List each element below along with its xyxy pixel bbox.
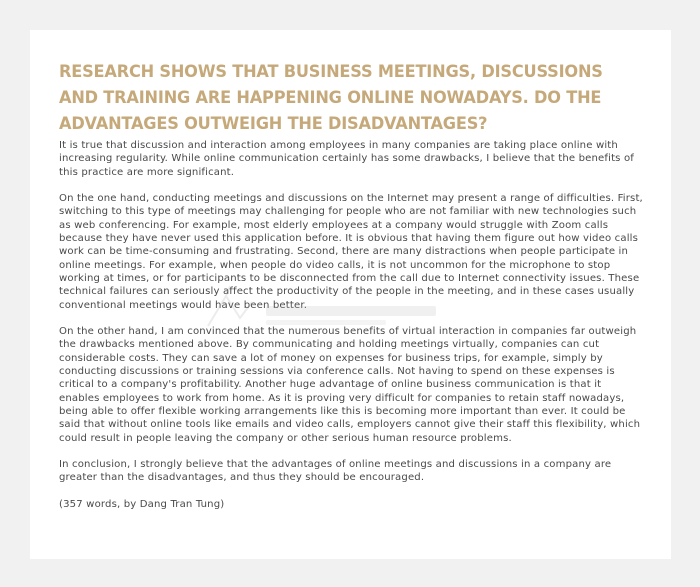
- essay-card: [30, 30, 671, 559]
- essay-paragraph-conclusion: In conclusion, I strongly believe that the advantages of online meetings and discussions in a company are greater than the disadvantages, and thus they should be encouraged.: [59, 459, 612, 484]
- word-count-note: (357 words, by Dang Tran Tung): [59, 499, 225, 511]
- essay-body: [59, 139, 643, 511]
- essay-paragraph-advantages: On the other hand, I am convinced that the numerous benefits of virtual interaction in companies far outweigh the drawbacks mentioned above. By communicating and holding meetings virtually, companies can cut considerable costs. They can save a lot of money on expenses for business trips, for example, simply by conducting discussions or training sessions via conference calls. Not having to spend on these expenses is critical to a company's profitability. Another huge advantage of online business communication is that it enables employees to work from home. As it is proving very difficult for companies to retain staff nowadays, being able to offer flexible working arrangements like this is becoming more important than ever. It could be said that without online tools like emails and video calls, employers cannot give their staff this flexibility, which could result in people leaving the company or other serious human resource problems.: [59, 326, 641, 444]
- essay-title: RESEARCH SHOWS THAT BUSINESS MEETINGS, DISCUSSIONS AND TRAINING ARE HAPPENING ONLINE NOWADAYS. DO THE ADVANTAGES OUTWEIGH THE DISADVANTAGES?: [59, 62, 603, 134]
- essay-paragraph-disadvantages: On the one hand, conducting meetings and discussions on the Internet may present a range of difficulties. First, switching to this type of meetings may challenging for people who are not familiar with new technologies such as web conferencing. For example, most elderly employees at a company would struggle with Zoom calls because they have never used this application before. It is obvious that having them figure out how video calls work can be time-consuming and frustrating. Second, there are many distractions when people participate in online meetings. For example, when people do video calls, it is not uncommon for the microphone to stop working at times, or for participants to be disconnected from the call due to Internet connectivity issues. These technical failures can seriously affect the productivity of the people in the meeting, and in these cases usually conventional meetings would have been better.: [59, 193, 643, 311]
- essay-paragraph-intro: It is true that discussion and interaction among employees in many companies are taking place online with increasing regularity. While online communication certainly has some drawbacks, I believe that the benefits of this practice are more significant.: [59, 140, 634, 178]
